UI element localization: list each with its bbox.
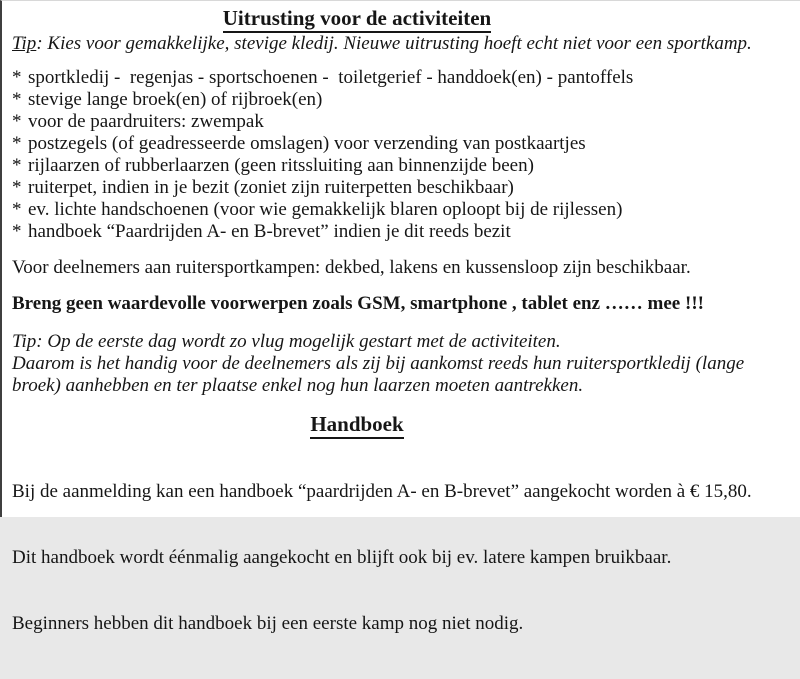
arrival-tip-paragraph	[12, 331, 790, 397]
list-item	[12, 199, 790, 221]
handbook-heading-row	[12, 413, 702, 437]
list-item	[12, 155, 790, 177]
list-item-text: ev. lichte handschoenen (voor wie gemakkelijk blaren oploopt bij de rijlessen)	[28, 199, 623, 220]
list-item-text: sportkledij - regenjas - sportschoenen - toiletgerief - handdoek(en) - pantoffels	[28, 67, 634, 88]
tip-label: Tip	[12, 33, 37, 54]
page-title: Uitrusting voor de activiteiten	[223, 6, 492, 33]
bedding-note: Voor deelnemers aan ruitersportkampen: dekbed, lakens en kussensloop zijn beschikbaar.	[12, 257, 691, 278]
bullet-marker: *	[12, 67, 22, 88]
bullet-marker: *	[12, 133, 22, 154]
bullet-marker: *	[12, 89, 22, 110]
tip-line	[12, 33, 790, 55]
handbook-line: Dit handboek wordt éénmalig aangekocht en blijft ook bij ev. latere kampen bruikbaar.	[12, 547, 672, 568]
arrival-tip-line: broek) aanhebben en ter plaatse enkel nog hun laarzen moeten aantrekken.	[12, 375, 584, 396]
handbook-paragraph	[12, 437, 790, 679]
arrival-tip-line: Tip: Op de eerste dag wordt zo vlug mogelijk gestart met de activiteiten.	[12, 331, 561, 352]
handbook-line: Beginners hebben dit handboek bij een eerste kamp nog niet nodig.	[12, 613, 524, 634]
list-item-text: postzegels (of geadresseerde omslagen) voor verzending van postkaartjes	[28, 133, 586, 154]
bullet-marker: *	[12, 221, 22, 242]
list-item-text: handboek “Paardrijden A- en B-brevet” indien je dit reeds bezit	[28, 221, 511, 242]
list-item	[12, 177, 790, 199]
list-item	[12, 67, 790, 89]
list-item	[12, 89, 790, 111]
title-row	[12, 7, 702, 31]
tip-text: : Kies voor gemakkelijke, stevige kledij. Nieuwe uitrusting hoeft echt niet voor een sportkamp.	[36, 33, 752, 54]
handbook-line: Bij de aanmelding kan een handboek “paardrijden A- en B-brevet” aangekocht worden à € 15,80.	[12, 481, 752, 502]
bullet-marker: *	[12, 111, 22, 132]
valuables-warning: Breng geen waardevolle voorwerpen zoals GSM, smartphone , tablet enz …… mee !!!	[12, 293, 704, 314]
list-item	[12, 221, 790, 243]
list-item-text: ruiterpet, indien in je bezit (zoniet zijn ruiterpetten beschikbaar)	[28, 177, 514, 198]
list-item	[12, 133, 790, 155]
list-item-text: rijlaarzen of rubberlaarzen (geen ritssluiting aan binnenzijde been)	[28, 155, 534, 176]
arrival-tip-line: Daarom is het handig voor de deelnemers als zij bij aankomst reeds hun ruitersportkledij (lange	[12, 353, 745, 374]
list-item-text: voor de paardruiters: zwempak	[28, 111, 264, 132]
bullet-marker: *	[12, 199, 22, 220]
handbook-heading: Handboek	[310, 412, 403, 439]
list-item	[12, 111, 790, 133]
bullet-marker: *	[12, 155, 22, 176]
bullet-marker: *	[12, 177, 22, 198]
equipment-list	[12, 67, 790, 243]
list-item-text: stevige lange broek(en) of rijbroek(en)	[28, 89, 323, 110]
